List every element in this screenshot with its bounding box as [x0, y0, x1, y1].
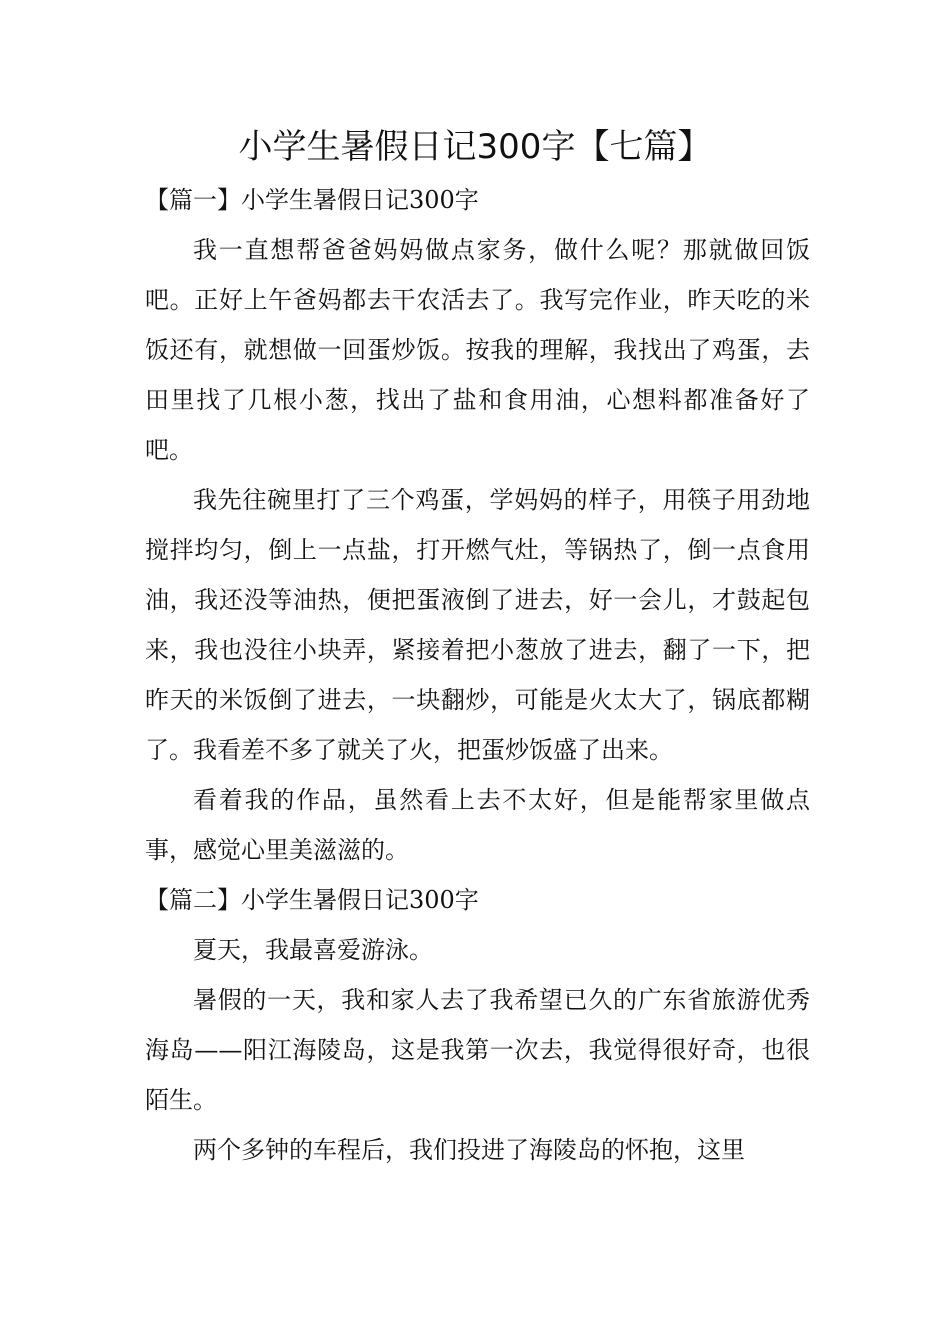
section-heading-2: 【篇二】小学生暑假日记300字 [145, 886, 479, 914]
paragraph: 我先往碗里打了三个鸡蛋，学妈妈的样子，用筷子用劲地搅拌均匀，倒上一点盐，打开燃气灶，等锅热了，倒一点食用油，我还没等油热，便把蛋液倒了进去，好一会儿，才鼓起包来，我也没往小块弄，紧接着把小葱放了进去，翻了一下，把昨天的米饭倒了进去，一块翻炒，可能是火太大了，锅底都糊了。我看差不多了就关了火，把蛋炒饭盛了出来。 [145, 486, 810, 764]
section-heading-1: 【篇一】小学生暑假日记300字 [145, 186, 479, 214]
document-title: 小学生暑假日记300字【七篇】 [238, 127, 712, 167]
paragraph: 夏天，我最喜爱游泳。 [193, 936, 433, 964]
paragraph: 暑假的一天，我和家人去了我希望已久的广东省旅游优秀海岛——阳江海陵岛，这是我第一次去，我觉得很好奇，也很陌生。 [145, 986, 810, 1114]
paragraph: 看着我的作品，虽然看上去不太好，但是能帮家里做点事，感觉心里美滋滋的。 [145, 786, 810, 864]
paragraph: 两个多钟的车程后，我们投进了海陵岛的怀抱，这里 [193, 1136, 745, 1164]
paragraph: 我一直想帮爸爸妈妈做点家务，做什么呢？那就做回饭吧。正好上午爸妈都去干农活去了。我写完作业，昨天吃的米饭还有，就想做一回蛋炒饭。按我的理解，我找出了鸡蛋，去田里找了几根小葱，找出了盐和食用油，心想料都准备好了吧。 [145, 236, 810, 464]
document-body [145, 175, 810, 1175]
